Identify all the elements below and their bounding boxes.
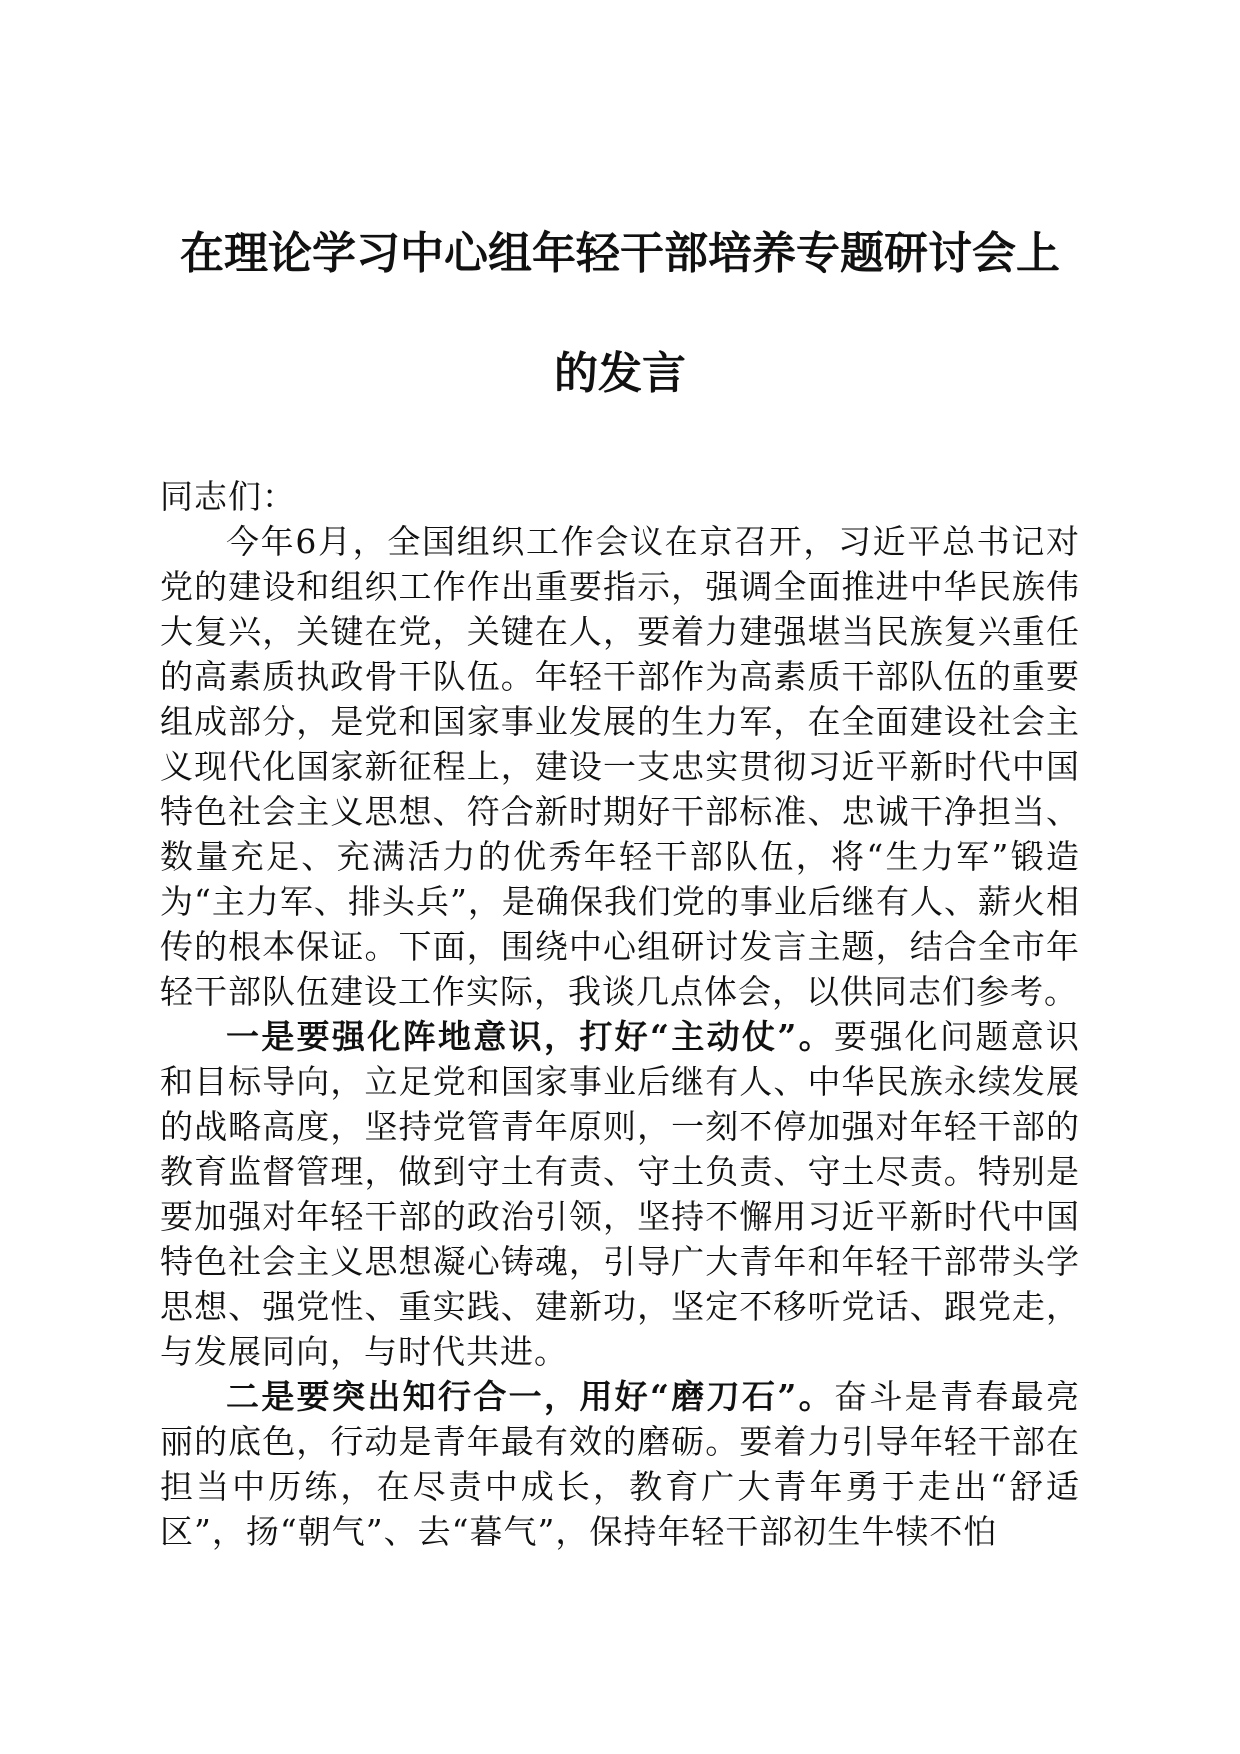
paragraph-point-1-lead: 一是要强化阵地意识，打好“主动仗”。 (226, 1017, 834, 1056)
salutation: 同志们： (160, 477, 296, 516)
paragraph-intro-text: 今年6月，全国组织工作会议在京召开，习近平总书记对党的建设和组织工作作出重要指示，强调全面推进中华民族伟大复兴，关键在党，关键在人，要着力建强堪当民族复兴重任的高素质执政骨干队伍。年轻干部作为高素质干部队伍的重要组成部分，是党和国家事业发展的生力军，在全面建设社会主义现代化国家新征程上，建设一支忠实贯彻习近平新时代中国特色社会主义思想、符合新时期好干部标准、忠诚干净担当、数量充足、充满活力的优秀年轻干部队伍，将“生力军”锻造为“主力军、排头兵”，是确保我们党的事业后继有人、薪火相传的根本保证。下面，围绕中心组研讨发言主题，结合全市年轻干部队伍建设工作实际，我谈几点体会，以供同志们参考。 (160, 522, 1080, 1011)
document-title-line-1: 在理论学习中心组年轻干部培养专题研讨会上 (180, 228, 1060, 279)
paragraph-intro (160, 519, 1080, 1014)
paragraph-point-2-lead: 二是要突出知行合一，用好“磨刀石”。 (226, 1377, 834, 1416)
paragraph-point-1-text: 要强化问题意识和目标导向，立足党和国家事业后继有人、中华民族永续发展的战略高度，坚持党管青年原则，一刻不停加强对年轻干部的教育监督管理，做到守土有责、守土负责、守土尽责。特别是要加强对年轻干部的政治引领，坚持不懈用习近平新时代中国特色社会主义思想凝心铸魂，引导广大青年和年轻干部带头学思想、强党性、重实践、建新功，坚定不移听党话、跟党走，与发展同向，与时代共进。 (160, 1017, 1081, 1371)
document-title-line-2: 的发言 (554, 348, 686, 399)
paragraph-point-2 (160, 1374, 1080, 1554)
paragraph-point-2-text: 奋斗是青春最亮丽的底色，行动是青年最有效的磨砺。要着力引导年轻干部在担当中历练，在尽责中成长，教育广大青年勇于走出“舒适区”，扬“朝气”、去“暮气”，保持年轻干部初生牛犊不怕 (160, 1377, 1081, 1551)
paragraph-point-1 (160, 1014, 1080, 1374)
document-body (160, 474, 1080, 1554)
